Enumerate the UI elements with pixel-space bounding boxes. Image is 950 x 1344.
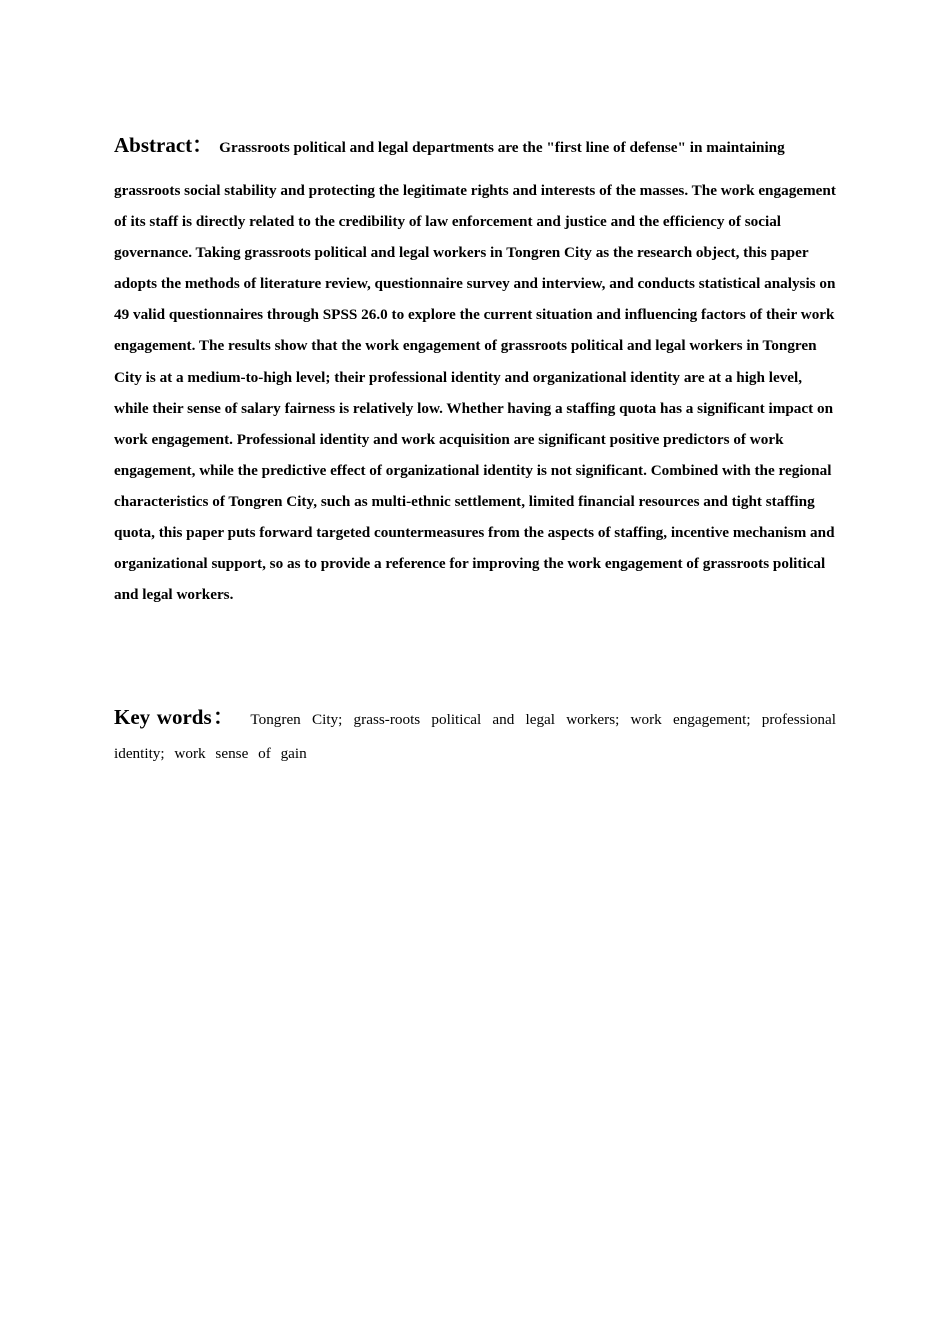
abstract-section (114, 128, 836, 610)
abstract-lead-line (114, 128, 836, 165)
keywords-heading: Key words： (114, 705, 236, 729)
abstract-body: grassroots social stability and protecting the legitimate rights and interests of the masses. The work engagement of its staff is directly related to the credibility of law enforcement and justice and the efficiency of social governance. Taking grassroots political and legal workers in Tongren City as the research object, this paper adopts the methods of literature review, questionnaire survey and interview, and conducts statistical analysis on 49 valid questionnaires through SPSS 26.0 to explore the current situation and influencing factors of their work engagement. The results show that the work engagement of grassroots political and legal workers in Tongren City is at a medium-to-high level; their professional identity and organizational identity are at a high level, while their sense of salary fairness is relatively low. Whether having a staffing quota has a significant impact on work engagement. Professional identity and work acquisition are significant positive predictors of work engagement, while the predictive effect of organizational identity is not significant. Combined with the regional characteristics of Tongren City, such as multi-ethnic settlement, limited financial resources and tight staffing quota, this paper puts forward targeted countermeasures from the aspects of staffing, incentive mechanism and organizational support, so as to provide a reference for improving the work engagement of grassroots political and legal workers. (114, 182, 836, 604)
abstract-heading: Abstract： (114, 133, 214, 157)
abstract-first-line: Grassroots political and legal departments are the "first line of defense" in maintaining (219, 139, 785, 156)
keywords-text: Tongren City; grass-roots political and legal workers; work engagement; professional identity; work sense of gain (114, 711, 836, 762)
keywords-section (114, 700, 836, 771)
